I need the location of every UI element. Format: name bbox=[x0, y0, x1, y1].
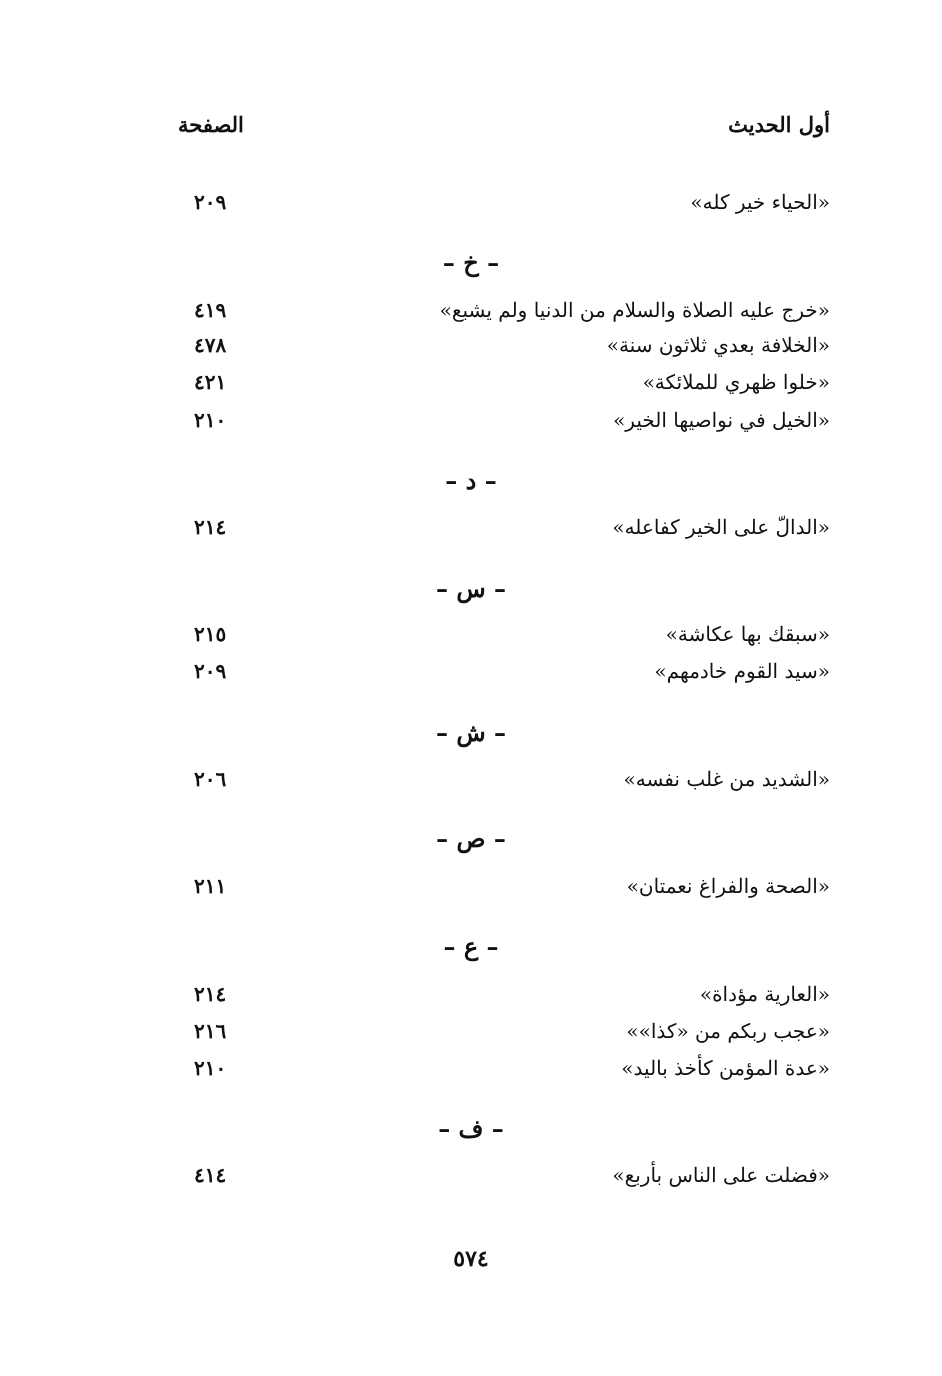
hadith-text: «خرج عليه الصلاة والسلام من الدنيا ولم يشبع» bbox=[439, 298, 830, 322]
list-item bbox=[178, 767, 830, 801]
list-item bbox=[178, 370, 830, 404]
section-heading: – ع – bbox=[443, 932, 499, 961]
list-item bbox=[178, 190, 830, 224]
page-ref: ٢٠٩ bbox=[194, 190, 227, 214]
hadith-text: «الدالّ على الخير كفاعله» bbox=[612, 515, 830, 539]
page-ref: ٢١٤ bbox=[194, 982, 227, 1006]
list-item bbox=[178, 1163, 830, 1197]
page-ref: ٢١٠ bbox=[194, 1056, 227, 1080]
list-item bbox=[178, 515, 830, 549]
page-ref: ٤١٤ bbox=[194, 1163, 227, 1187]
page-ref: ٢٠٩ bbox=[194, 659, 227, 683]
section-heading: – ف – bbox=[438, 1114, 504, 1143]
section-heading: – ص – bbox=[436, 824, 506, 853]
list-item bbox=[178, 298, 830, 332]
list-item bbox=[178, 1056, 830, 1090]
section-heading: – س – bbox=[435, 574, 506, 603]
page-ref: ٤٢١ bbox=[194, 370, 227, 394]
list-item bbox=[178, 333, 830, 367]
page-ref: ٢١٥ bbox=[194, 622, 227, 646]
page-ref: ٢١٤ bbox=[194, 515, 227, 539]
page-ref: ٢٠٦ bbox=[194, 767, 227, 791]
hadith-text: «عدة المؤمن كأخذ باليد» bbox=[621, 1056, 830, 1080]
list-item bbox=[178, 982, 830, 1016]
hadith-text: «سيد القوم خادمهم» bbox=[654, 659, 830, 683]
column-header-page: الصفحة bbox=[178, 112, 244, 137]
hadith-text: «العارية مؤداة» bbox=[699, 982, 830, 1006]
hadith-text: «الخيل في نواصيها الخير» bbox=[613, 408, 830, 432]
page-ref: ٤١٩ bbox=[194, 298, 227, 322]
hadith-text: «فضلت على الناس بأربع» bbox=[612, 1163, 830, 1187]
section-heading: – ش – bbox=[435, 718, 506, 747]
page-number: ٥٧٤ bbox=[453, 1246, 489, 1272]
page-ref: ٤٧٨ bbox=[194, 333, 227, 357]
list-item bbox=[178, 874, 830, 908]
page-ref: ٢١٠ bbox=[194, 408, 227, 432]
hadith-text: «الحياء خير كله» bbox=[690, 190, 830, 214]
hadith-text: «الخلافة بعدي ثلاثون سنة» bbox=[606, 333, 830, 357]
hadith-text: «سبقك بها عكاشة» bbox=[665, 622, 830, 646]
list-item bbox=[178, 659, 830, 693]
column-header-hadith: أول الحديث bbox=[728, 112, 830, 137]
page-ref: ٢١١ bbox=[194, 874, 227, 898]
list-item bbox=[178, 622, 830, 656]
hadith-text: «الشديد من غلب نفسه» bbox=[623, 767, 830, 791]
hadith-text: «عجب ربكم من «كذا»» bbox=[626, 1019, 830, 1043]
section-heading: – خ – bbox=[442, 248, 500, 277]
page-ref: ٢١٦ bbox=[194, 1019, 227, 1043]
hadith-text: «الصحة والفراغ نعمتان» bbox=[626, 874, 830, 898]
list-item bbox=[178, 408, 830, 442]
hadith-text: «خلوا ظهري للملائكة» bbox=[642, 370, 830, 394]
list-item bbox=[178, 1019, 830, 1053]
section-heading: – د – bbox=[445, 466, 497, 495]
